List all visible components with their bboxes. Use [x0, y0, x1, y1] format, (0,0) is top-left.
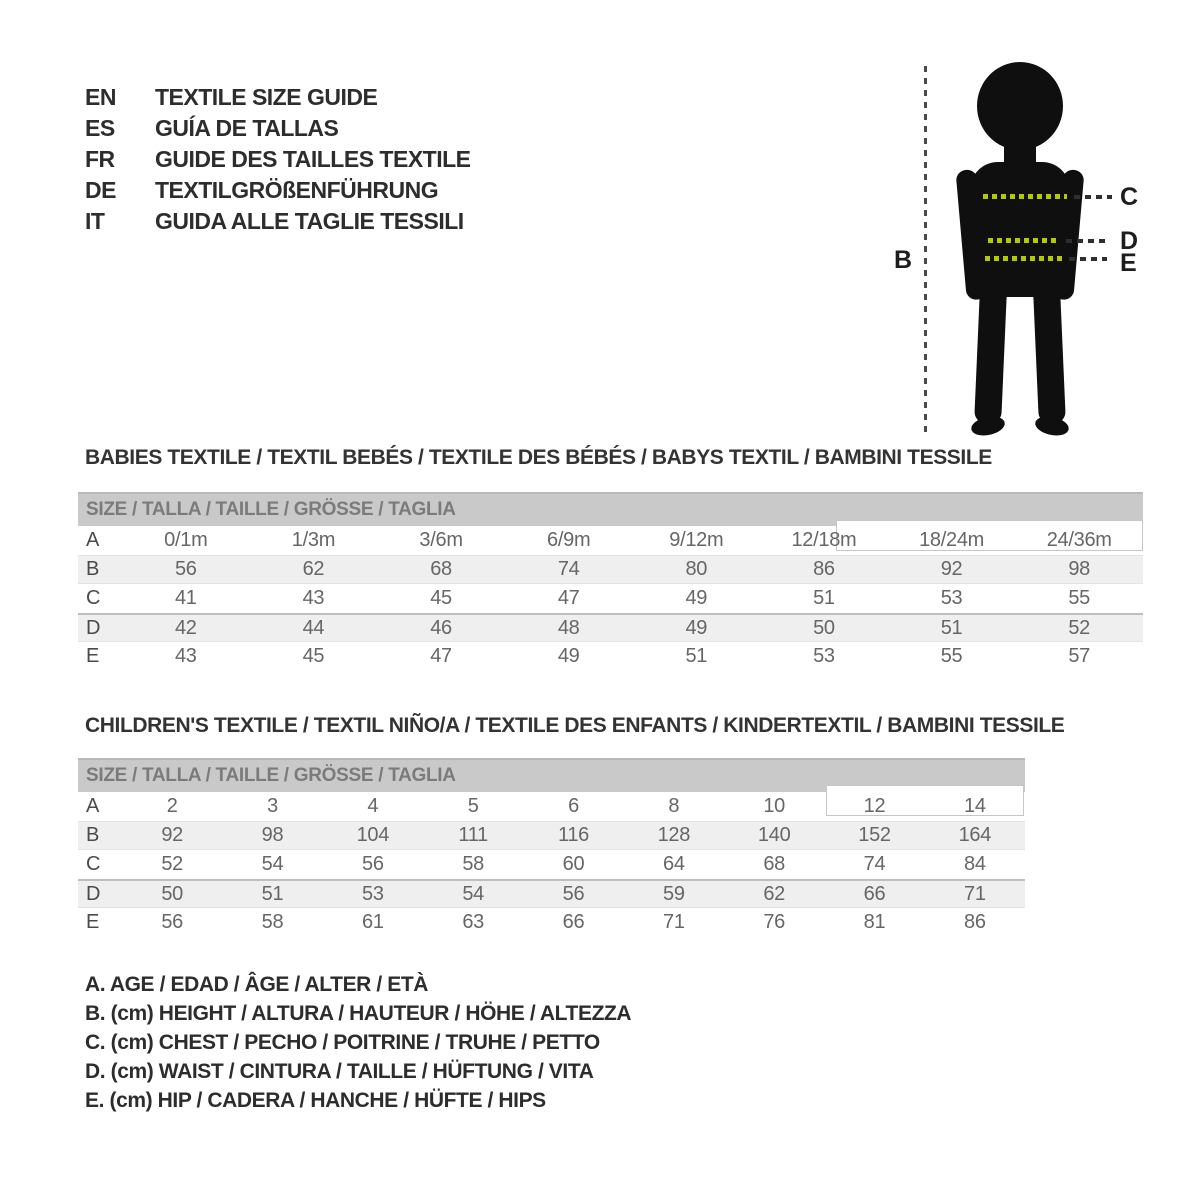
table-row	[78, 642, 1143, 671]
size-value-cell: 41	[174, 587, 197, 609]
row-label: D	[86, 882, 101, 905]
size-value-cell: 71	[964, 882, 986, 905]
chest-measure-dash	[1074, 195, 1112, 199]
size-value-cell: 74	[863, 853, 886, 875]
height-measure-line	[924, 66, 927, 432]
size-value-cell: 56	[161, 911, 183, 933]
size-value-cell: 49	[557, 645, 580, 667]
table-row	[78, 792, 1025, 821]
lang-label: GUÍA DE TALLAS	[155, 115, 339, 141]
chest-label: C	[1120, 183, 1138, 211]
size-value-cell: 56	[174, 558, 197, 580]
size-value-cell: 128	[657, 824, 691, 846]
table-row	[78, 613, 1143, 642]
size-value-cell: 43	[174, 645, 197, 667]
size-value-cell: 98	[261, 824, 284, 846]
lang-label: GUIDA ALLE TAGLIE TESSILI	[155, 208, 464, 234]
babies-table-body	[78, 526, 1143, 671]
row-label: C	[86, 587, 101, 609]
babies-section-title: BABIES TEXTILE / TEXTIL BEBÉS / TEXTILE DES BÉBÉS / BABYS TEXTIL / BAMBINI TESSILE	[85, 446, 992, 469]
language-row-fr	[85, 144, 471, 175]
size-value-cell: 164	[958, 824, 992, 846]
legend-height: B. (cm) HEIGHT / ALTURA / HAUTEUR / HÖHE / ALTEZZA	[85, 1001, 632, 1025]
size-value-cell: 9/12m	[669, 529, 724, 551]
hip-label: E	[1120, 249, 1137, 277]
size-value-cell: 63	[462, 911, 484, 933]
size-value-cell: 62	[302, 558, 325, 580]
table-row	[78, 908, 1025, 937]
size-value-cell: 80	[685, 558, 708, 580]
size-value-cell: 51	[813, 587, 835, 609]
size-value-cell: 45	[430, 587, 452, 609]
size-value-cell: 50	[161, 882, 183, 905]
size-value-cell: 18/24m	[919, 529, 985, 551]
size-value-cell: 92	[161, 824, 183, 846]
waist-measure-dash	[1066, 239, 1106, 243]
size-value-cell: 49	[685, 587, 708, 609]
language-row-es	[85, 113, 471, 144]
size-value-cell: 48	[557, 616, 580, 639]
size-value-cell: 66	[863, 882, 886, 905]
size-value-cell: 71	[663, 911, 685, 933]
row-label: A	[86, 795, 100, 817]
size-value-cell: 62	[763, 882, 785, 905]
size-value-cell: 47	[430, 645, 452, 667]
size-value-cell: 58	[261, 911, 284, 933]
lang-label: TEXTILE SIZE GUIDE	[155, 84, 378, 110]
size-value-cell: 8	[668, 795, 680, 817]
size-value-cell: 55	[1068, 587, 1091, 609]
row-label: B	[86, 558, 100, 580]
size-value-cell: 86	[813, 558, 835, 580]
size-value-cell: 52	[1068, 616, 1091, 639]
size-header-label: SIZE / TALLA / TAILLE / GRÖSSE / TAGLIA	[86, 499, 456, 520]
height-label: B	[894, 246, 912, 274]
size-value-cell: 116	[557, 824, 589, 846]
size-value-cell: 111	[458, 824, 488, 846]
lang-code: DE	[85, 177, 116, 203]
hip-measure-line	[985, 256, 1063, 261]
size-header-label: SIZE / TALLA / TAILLE / GRÖSSE / TAGLIA	[86, 765, 456, 786]
size-value-cell: 12	[863, 795, 886, 817]
language-row-de	[85, 175, 471, 206]
size-value-cell: 92	[940, 558, 963, 580]
size-value-cell: 3/6m	[419, 529, 463, 551]
size-value-cell: 43	[302, 587, 325, 609]
table-row	[78, 879, 1025, 908]
legend-chest: C. (cm) CHEST / PECHO / POITRINE / TRUHE / PETTO	[85, 1030, 600, 1054]
size-value-cell: 56	[562, 882, 585, 905]
size-value-cell: 104	[356, 824, 390, 846]
size-value-cell: 81	[863, 911, 886, 933]
table-row	[78, 584, 1143, 613]
row-label: E	[86, 911, 100, 933]
measurement-legend	[85, 970, 631, 1115]
size-value-cell: 59	[663, 882, 685, 905]
size-value-cell: 60	[562, 853, 585, 875]
legend-hip: E. (cm) HIP / CADERA / HANCHE / HÜFTE / HIPS	[85, 1088, 546, 1112]
table-row	[78, 555, 1143, 584]
size-value-cell: 53	[362, 882, 384, 905]
row-label: D	[86, 616, 101, 639]
size-value-cell: 140	[757, 824, 791, 846]
size-value-cell: 76	[763, 911, 785, 933]
size-value-cell: 4	[367, 795, 379, 817]
row-label: C	[86, 853, 101, 875]
waist-label: D	[1120, 227, 1138, 255]
size-value-cell: 66	[562, 911, 585, 933]
children-table-body	[78, 792, 1025, 937]
hip-measure-dash	[1069, 257, 1107, 261]
babies-size-table	[78, 492, 1143, 671]
size-value-cell: 46	[430, 616, 452, 639]
size-value-cell: 42	[174, 616, 197, 639]
size-value-cell: 51	[685, 645, 708, 667]
size-value-cell: 50	[813, 616, 835, 639]
size-value-cell: 58	[462, 853, 484, 875]
size-value-cell: 6/9m	[547, 529, 591, 551]
table-row	[78, 821, 1025, 850]
lang-code: EN	[85, 84, 116, 110]
children-size-table	[78, 758, 1025, 937]
row-label: E	[86, 645, 100, 667]
language-list	[85, 82, 471, 237]
size-value-cell: 49	[685, 616, 708, 639]
size-value-cell: 52	[161, 853, 183, 875]
language-row-en	[85, 82, 471, 113]
size-value-cell: 10	[763, 795, 785, 817]
lang-label: TEXTILGRÖßENFÜHRUNG	[155, 177, 439, 203]
language-row-it	[85, 206, 471, 237]
table-row	[78, 526, 1143, 555]
size-value-cell: 98	[1068, 558, 1091, 580]
size-value-cell: 1/3m	[291, 529, 336, 551]
size-value-cell: 68	[430, 558, 452, 580]
size-value-cell: 61	[362, 911, 384, 933]
size-value-cell: 24/36m	[1046, 529, 1112, 551]
legend-waist: D. (cm) WAIST / CINTURA / TAILLE / HÜFTUNG / VITA	[85, 1059, 594, 1083]
lang-code: ES	[85, 115, 115, 141]
size-value-cell: 2	[166, 795, 178, 817]
size-value-cell: 51	[261, 882, 284, 905]
size-value-cell: 54	[261, 853, 284, 875]
size-value-cell: 86	[964, 911, 986, 933]
lang-label: GUIDE DES TAILLES TEXTILE	[155, 146, 471, 172]
size-value-cell: 152	[858, 824, 891, 846]
size-value-cell: 55	[940, 645, 963, 667]
size-value-cell: 57	[1068, 645, 1091, 667]
size-value-cell: 12/18m	[791, 529, 857, 551]
waist-measure-line	[988, 238, 1060, 243]
size-value-cell: 14	[964, 795, 986, 817]
size-value-cell: 68	[763, 853, 785, 875]
size-value-cell: 3	[267, 795, 278, 817]
lang-code: IT	[85, 208, 105, 234]
size-value-cell: 74	[557, 558, 580, 580]
size-value-cell: 45	[302, 645, 325, 667]
size-value-cell: 0/1m	[164, 529, 208, 551]
size-value-cell: 51	[940, 616, 963, 639]
size-value-cell: 64	[663, 853, 685, 875]
size-value-cell: 44	[302, 616, 325, 639]
legend-age: A. AGE / EDAD / ÂGE / ALTER / ETÀ	[85, 972, 429, 996]
row-label: A	[86, 529, 100, 551]
size-value-cell: 53	[940, 587, 963, 609]
size-value-cell: 47	[557, 587, 580, 609]
size-value-cell: 5	[467, 795, 479, 817]
size-value-cell: 84	[964, 853, 986, 875]
children-section-title: CHILDREN'S TEXTILE / TEXTIL NIÑO/A / TEXTILE DES ENFANTS / KINDERTEXTIL / BAMBINI TESSILE	[85, 714, 1065, 737]
row-label: B	[86, 824, 100, 846]
lang-code: FR	[85, 146, 115, 172]
size-value-cell: 53	[813, 645, 835, 667]
size-value-cell: 56	[362, 853, 384, 875]
child-silhouette	[920, 52, 1120, 442]
table-row	[78, 850, 1025, 879]
chest-measure-line	[983, 194, 1067, 199]
size-value-cell: 6	[568, 795, 579, 817]
size-value-cell: 54	[462, 882, 484, 905]
